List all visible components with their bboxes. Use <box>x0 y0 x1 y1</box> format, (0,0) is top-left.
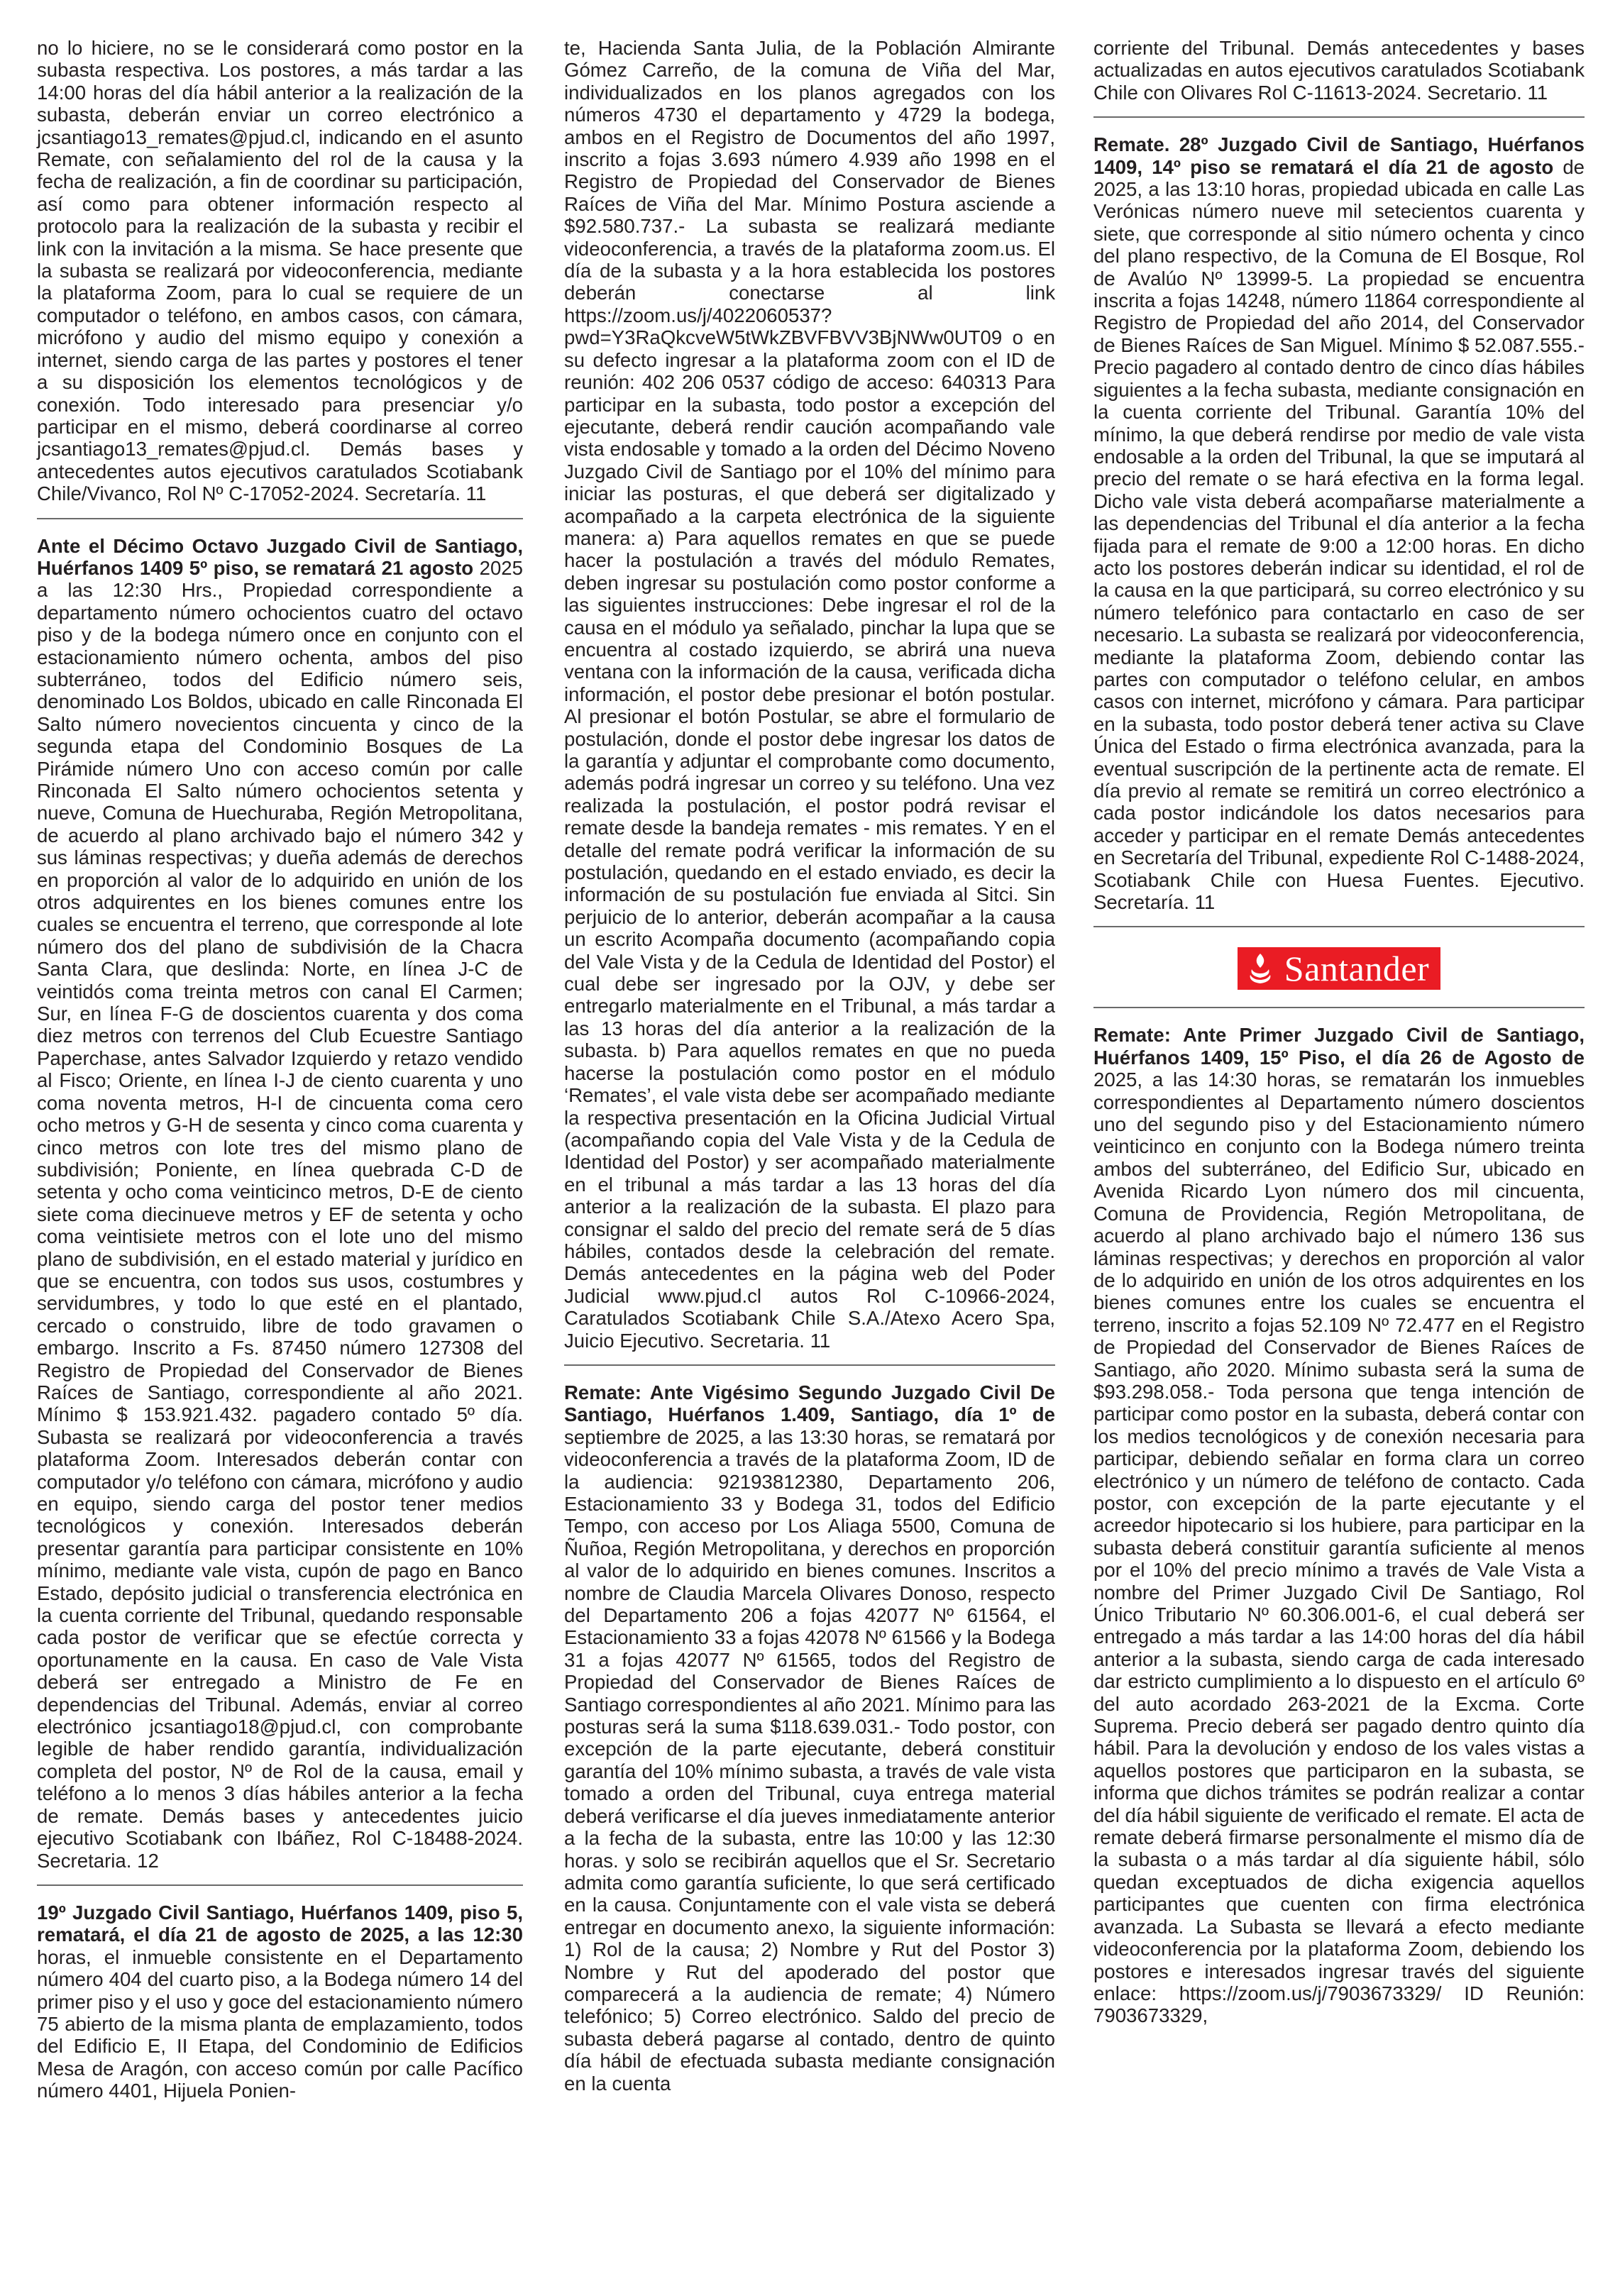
notice-19-juzgado <box>37 1902 523 2102</box>
notice-divider <box>564 1364 1055 1366</box>
notice-heading: Ante el Décimo Octavo Juzgado Civil de Santiago, Huérfanos 1409 5º piso, se rematará 21 agosto <box>37 534 523 579</box>
notice-continued-13-juzgado <box>37 37 523 505</box>
notice-body: 2025 a las 12:30 Hrs., Propiedad correspondiente a departamento número ochocientos cuatro del octavo piso y de la bodega número once en conjunto con el estacionamiento número ochenta, ambos del piso subterráneo, todos del Edificio número seis, denominado Los Boldos, ubicado en calle Rinconada El Salto número novecientos cincuenta y cinco de la segunda etapa del Condominio Bosques de La Pirámide número Uno con acceso común por calle Rinconada El Salto número ochocientos setenta y nueve, Comuna de Huechuraba, Región Metropolitana, de acuerdo al plano archivado bajo el número 342 y sus láminas respectivas; y dueña además de derechos en proporción al valor de lo adquirido en unión de los otros adquirentes en los bienes comunes entre los cuales se encuentra el terreno, que corresponde al lote número dos del plano de subdivisión de la Chacra Santa Clara, que deslinda: Norte, en línea J-C de veintidós coma treinta metros con canal El Carmen; Sur, en línea F-G de doscientos cuarenta y dos coma diez metros con terrenos del Club Ecuestre Santiago Paperchase, antes Salvador Izquierdo y retazo vendido al Fisco; Oriente, en línea I-J de ciento cuarenta y uno coma noventa metros, H-I de cincuenta coma cero ocho metros y G-H de sesenta y cinco coma cuarenta y cinco metros con lote tres del mismo plano de subdivisión; Poniente, en línea quebrada C-D de setenta y ocho coma veinticinco metros, D-E de ciento siete coma diecinueve metros y EF de setenta y ocho coma veintisiete metros con el lote uno del mismo plano de subdivisión, en el estado material y jurídico en que se encuentra, con todos sus usos, costumbres y servidumbres, y todo lo que esté en el plantado, cercado o construido, libre de todo gravamen o embargo. Inscrito a Fs. 87450 número 127308 del Registro de Propiedad del Conservador de Bienes Raíces de Santiago, correspondiente al año 2021. Mínimo $ 153.921.432. pagadero contado 5º día. Subasta se realizará por videoconferencia a través plataforma Zoom. Interesados deberán contar con computador y/o teléfono con cámara, micrófono y audio en equipo, siendo carga del postor tener medios tecnológicos y conexión. Interesados deberán presentar garantía para participar consistente en 10% mínimo, mediante vale vista, cupón de pago en Banco Estado, depósito judicial o transferencia electrónica en la cuenta corriente del Tribunal, quedando responsable cada postor de verificar que se efectúe correcta y oportunamente en la causa. En caso de Vale Vista deberá ser entregado a Ministro de Fe en dependencias del Tribunal. Además, enviar al correo electrónico jcsantiago18@pjud.cl, con comprobante legible de haber rendido garantía, individualización completa del postor, Nº de Rol de la causa, email y teléfono a lo menos 3 días hábiles anterior a la fecha de remate. Demás bases y antecedentes juicio ejecutivo Scotiabank con Ibáñez, Rol C-18488-2024. Secretaria. 12 <box>37 556 523 1872</box>
column-3 <box>1093 37 1585 2027</box>
notice-body: no lo hiciere, no se le considerará como postor en la subasta respectiva. Los postores, a más tardar a las 14:00 horas del día hábil anterior a la realización de la subasta, deberán enviar un correo electrónico a jcsantiago13_remates@pjud.cl, indicando en el asunto Remate, con señalamiento del rol de la causa y la fecha de realización, a fin de coordinar su participación, así como para obtener información respecto al protocolo para la realización de la subasta y recibir el link con la invitación a la misma. Se hace presente que la subasta se realizará por videoconferencia, mediante la plataforma Zoom, para lo cual se requiere de un computador o teléfono, en ambos casos, con cámara, micrófono y audio del mismo equipo y conexión a internet, siendo carga de las partes y postores el tener a su disposición los elementos tecnológicos y de conexión. Todo interesado para presenciar y/o participar en el mismo, deberá coordinarse al correo jcsantiago13_remates@pjud.cl. Demás bases y antecedentes autos ejecutivos caratulados Scotiabank Chile/Vivanco, Rol Nº C-17052-2024. Secretaría. 11 <box>37 37 523 505</box>
notice-18-juzgado <box>37 535 523 1872</box>
notice-heading: 19º Juzgado Civil Santiago, Huérfanos 1409, piso 5, rematará, el día 21 de agosto de 2025, a las 12:30 <box>37 1901 523 1946</box>
column-1 <box>37 37 523 2102</box>
notice-divider <box>1093 926 1585 927</box>
notice-heading: Remate: Ante Primer Juzgado Civil de Santiago, Huérfanos 1409, 15º Piso, el día 26 de Agosto de <box>1093 1024 1585 1069</box>
notice-continued-19-juzgado <box>564 37 1055 1352</box>
notice-divider <box>37 518 523 519</box>
notice-body: 2025, a las 14:30 horas, se rematarán los inmuebles correspondientes al Departamento número doscientos uno del segundo piso y del Estacionamiento número veinticinco en conjunto con la Bodega número treinta ambos del subterráneo, del Edificio Sur, ubicado en Avenida Ricardo Lyon número dos mil cincuenta, Comuna de Providencia, Región Metropolitana, de acuerdo al plano archivado bajo el número 136 sus láminas respectivas; y derechos en proporción al valor de lo adquirido en unión de los otros adquirentes en los bienes comunes entre los cuales se encuentra el terreno, inscrito a fojas 52.109 Nº 72.477 en el Registro de Propiedad del Conservador de Bienes Raíces de Santiago, año 2020. Mínimo subasta será la suma de $93.298.058.- Toda persona que tenga intención de participar como postor en la subasta, deberá contar con los medios tecnológicos y de conexión necesaria para participar, debiendo señalar en forma clara un correo electrónico y un número de teléfono de contacto. Cada postor, con excepción de la parte ejecutante y el acreedor hipotecario si los hubiere, para participar en la subasta deberá constituir garantía suficiente al menos por el 10% del precio mínimo a través de Vale Vista a nombre del Primer Juzgado Civil De Santiago, Rol Único Tributario Nº 60.306.001-6, el cual deberá ser entregado a más tardar a las 14:00 horas del día hábil anterior a la subasta, siendo carga de cada interesado dar estricto cumplimiento a lo dispuesto en el artículo 6º del auto acordado 263-2021 de la Excma. Corte Suprema. Precio deberá ser pagado dentro quinto día hábil. Para la devolución y endoso de los vales vistas a aquellos postores que participaron en la subasta, se informa que dichos trámites se podrán realizar a contar del día hábil siguiente de verificado el remate. El acta de remate deberá firmarse personalmente el mismo día de la subasta o a más tardar al día siguiente hábil, sólo quedan exceptuados de dicha exigencia aquellos participantes que cuenten con firma electrónica avanzada. La Subasta se llevará a efecto mediante videoconferencia por la plataforma Zoom, debiendo los postores e interesados ingresar través del siguiente enlace: https://zoom.us/j/7903673329/ ID Reunión: 7903673329, <box>1093 1069 1585 2027</box>
notice-body: horas, el inmueble consistente en el Departamento número 404 del cuarto piso, a la Bodega número 14 del primer piso y el uso y goce del estacionamiento número 75 abierto de la misma planta de emplazamiento, todos del Edificio E, II Etapa, del Condominio de Edificios Mesa de Aragón, con acceso común por calle Pacífico número 4401, Hijuela Ponien- <box>37 1945 523 2102</box>
santander-logo-container <box>1093 943 1585 994</box>
notice-body: corriente del Tribunal. Demás antecedentes y bases actualizadas en autos ejecutivos caratulados Scotiabank Chile con Olivares Rol C-11613-2024. Secretario. 11 <box>1093 37 1585 104</box>
notice-body: de 2025, a las 13:10 horas, propiedad ubicada en calle Las Verónicas número nueve mil setecientos cuarenta y siete, que corresponde al sitio número ochenta y cinco del plano respectivo, de la Comuna de El Bosque, Rol de Avalúo Nº 13999-5. La propiedad se encuentra inscrita a fojas 14248, número 11864 correspondiente al Registro de Propiedad del año 2014, del Conservador de Bienes Raíces de San Miguel. Mínimo $ 52.087.555.- Precio pagadero al contado dentro de cinco días hábiles siguientes a la fecha subasta, mediante consignación en la cuenta corriente del Tribunal. Garantía 10% del mínimo, la que deberá rendirse por medio de vale vista endosable a la orden del Tribunal, la que se imputará al precio del remate o se hará efectiva en la forma legal. Dicho vale vista deberá acompañarse materialmente a las dependencias del Tribunal el día anterior a la fecha fijada para el remate de 9:00 a 12:00 horas. En dicho acto los postores deberán indicar su identidad, el rol de la causa en la que participará, su correo electrónico y su número telefónico para contactarlo en caso de ser necesario. La subasta se realizará por videoconferencia, mediante la plataforma Zoom, debiendo contar las partes con computador o teléfono celular, en ambos casos con internet, micrófono y cámara. Para participar en la subasta, todo postor deberá tener activa su Clave Única del Estado o firma electrónica avanzada, para la eventual suscripción de la pertinente acta de remate. El día previo al remate se remitirá un correo electrónico a cada postor indicándole los datos necesarios para acceder y participar en el remate Demás antecedentes en Secretaría del Tribunal, expediente Rol C-1488-2024, Scotiabank Chile con Huesa Fuentes. Ejecutivo. Secretaría. 11 <box>1093 155 1585 914</box>
notice-22-juzgado <box>564 1381 1055 2094</box>
notice-1-juzgado <box>1093 1024 1585 2026</box>
santander-wordmark: Santander <box>1284 949 1430 989</box>
notice-continued-22-juzgado <box>1093 37 1585 104</box>
santander-flame-icon <box>1246 952 1274 985</box>
notice-body: te, Hacienda Santa Julia, de la Población Almirante Gómez Carreño, de la comuna de Viña del Mar, individualizados en los planos agregados con los números 4730 el departamento y 4729 la bodega, ambos en el Registro de Documentos del año 1997, inscrito a fojas 3.693 número 4.939 año 1998 en el Registro de Propiedad del Conservador de Bienes Raíces de Viña del Mar. Mínimo Postura asciende a $92.580.737.- La subasta se realizará mediante videoconferencia, a través de la plataforma zoom.us. El día de la subasta y a la hora establecida los postores deberán conectarse al link https://zoom.us/j/4022060537?pwd=Y3RaQkcveW5tWkZBVFBVV3BjNWw0UT09 o en su defecto ingresar a la plataforma zoom con el ID de reunión: 402 206 0537 código de acceso: 640313 Para participar en la subasta, todo postor a excepción del ejecutante, deberá rendir caución acompañando vale vista endosable y tomado a la orden del Décimo Noveno Juzgado Civil de Santiago por el 10% del mínimo para iniciar las posturas, el que deberá ser digitalizado y acompañado a la carpeta electrónica de la siguiente manera: a) Para aquellos remates en que se puede hacer la postulación a través del módulo Remates, deben ingresar su postulación como postor conforme a las siguientes instrucciones: Debe ingresar el rol de la causa en el módulo ya señalado, pinchar la lupa que se encuentra al costado izquierdo, se abrirá una nueva ventana con la información de la causa, verificada dicha información, el postor debe presionar el botón postular. Al presionar el botón Postular, se abre el formulario de postulación, donde el postor debe ingresar los datos de la garantía y adjuntar el comprobante como documento, además podrá ingresar un correo y su teléfono. Una vez realizada la postulación, el postor podrá revisar el remate desde la bandeja remates - mis remates. Y en el detalle del remate podrá verificar la información de su postulación, quedando en el estado enviado, es decir la información de su postulación fue enviada al Sitci. Sin perjuicio de lo anterior, deberán acompañar a la causa un escrito Acompaña documento (acompañando copia del Vale Vista y de la Cedula de Identidad del Postor) el cual debe ser ingresado por la OJV, y debe ser entregarlo materialmente en el Tribunal, a más tardar a las 13 horas del día anterior a la realización de la subasta. b) Para aquellos remates en que no pueda hacerse la postulación como postor en el módulo ‘Remates’, el vale vista debe ser acompañado mediante la respectiva presentación en la Oficina Judicial Virtual (acompañando copia del Vale Vista y de la Cedula de Identidad del Postor) y ser acompañado materialmente en el tribunal a más tardar a las 13 horas del día anterior a la realización de la subasta. El plazo para consignar el saldo del precio del remate será de 5 días hábiles, contados desde la celebración del remate. Demás antecedentes en la página web del Poder Judicial www.pjud.cl autos Rol C-10966-2024, Caratulados Scotiabank Chile S.A./Atexo Acero Spa, Juicio Ejecutivo. Secretaria. 11 <box>564 37 1055 1352</box>
notice-divider <box>1093 116 1585 118</box>
column-2 <box>564 37 1055 2094</box>
santander-logo <box>1238 947 1440 990</box>
notice-divider <box>1093 1007 1585 1008</box>
notice-heading: Remate: Ante Vigésimo Segundo Juzgado Civil De Santiago, Huérfanos 1.409, Santiago, día 1º de <box>564 1381 1055 1426</box>
notice-28-juzgado <box>1093 133 1585 913</box>
notice-divider <box>37 1884 523 1886</box>
notice-body: septiembre de 2025, a las 13:30 horas, se rematará por videoconferencia a través de la plataforma Zoom, ID de la audiencia: 92193812380, Departamento 206, Estacionamiento 33 y Bodega 31, todos del Edificio Tempo, con acceso por Los Aliaga 5500, Comuna de Ñuñoa, Región Metropolitana, y derechos en proporción al valor de lo adquirido en bienes comunes. Inscritos a nombre de Claudia Marcela Olivares Donoso, respecto del Departamento 206 a fojas 42077 Nº 61564, el Estacionamiento 33 a fojas 42078 Nº 61566 y la Bodega 31 a fojas 42077 Nº 61565, todos del Registro de Propiedad del Conservador de Bienes Raíces de Santiago correspondientes al año 2021. Mínimo para las posturas será la suma $118.639.031.- Todo postor, con excepción de la parte ejecutante, deberá constituir garantía del 10% mínimo subasta, a través de vale vista tomado a orden del Tribunal, cuya entrega material deberá verificarse el día jueves inmediatamente anterior a la fecha de la subasta, entre las 10:00 y las 12:30 horas. y solo se recibirán aquellos que el Sr. Secretario admita como garantía suficiente, lo que será certificado en la causa. Conjuntamente con el vale vista se deberá entregar en documento anexo, la siguiente información: 1) Rol de la causa; 2) Nombre y Rut del Postor 3) Nombre y Rut del apoderado del postor que comparecerá a la audiencia de remate; 4) Número telefónico; 5) Correo electrónico. Saldo del precio de subasta deberá pagarse al contado, dentro de quinto día hábil de efectuada subasta mediante consignación en la cuenta <box>564 1425 1055 2094</box>
notice-heading: Remate. 28º Juzgado Civil de Santiago, Huérfanos 1409, 14º piso se rematará el día 21 de agosto <box>1093 133 1585 178</box>
